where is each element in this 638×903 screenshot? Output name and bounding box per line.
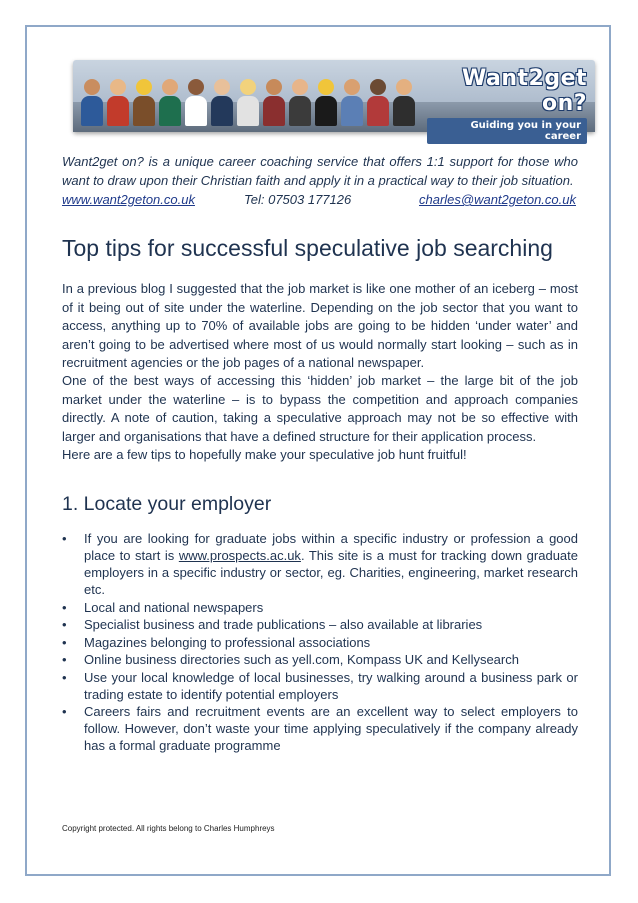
list-item [62, 634, 578, 651]
bullet-icon: • [62, 634, 67, 650]
person-illustration [367, 79, 389, 126]
brand-name: Want2get on? [462, 66, 587, 116]
header-banner [73, 60, 595, 142]
list-item [62, 651, 578, 668]
list-item-text: If you are looking for graduate jobs within a specific industry or profession a good place to start is [84, 531, 578, 563]
bullet-icon: • [62, 669, 67, 685]
person-illustration [315, 79, 337, 126]
bullet-icon: • [62, 531, 67, 546]
list-item [62, 669, 578, 703]
person-illustration [393, 79, 415, 126]
bullet-icon: • [62, 599, 67, 615]
brand-logo [427, 66, 587, 144]
person-illustration [211, 79, 233, 126]
prospects-link[interactable]: www.prospects.ac.uk [178, 548, 301, 563]
intro-text: Want2get on? is a unique career coaching service that offers 1:1 support for those who want to draw upon their Christian faith and apply it in a practical way to their job situation. [62, 154, 578, 188]
person-illustration [159, 79, 181, 126]
bullet-icon: • [62, 617, 67, 632]
list-item-text: Local and national newspapers [84, 599, 264, 615]
copyright-footer: Copyright protected. All rights belong to Charles Humphreys [62, 824, 275, 833]
list-item-text: Online business directories such as yell.com, Kompass UK and Kellysearch [84, 652, 519, 667]
list-item [62, 599, 578, 616]
person-illustration [341, 79, 363, 126]
contact-row [62, 190, 578, 209]
list-item-text: Magazines belonging to professional associations [84, 634, 371, 650]
website-link[interactable]: www.want2geton.co.uk [62, 192, 195, 207]
list-item-text: Use your local knowledge of local businesses, try walking around a business park or trading estate to identify potential employers [84, 669, 578, 702]
section-heading: 1. Locate your employer [62, 493, 272, 515]
brand-tagline: Guiding you in your career [427, 118, 587, 144]
list-item [62, 616, 578, 633]
list-item [62, 703, 578, 754]
tips-list [62, 530, 578, 755]
person-illustration [81, 79, 103, 126]
person-illustration [237, 79, 259, 126]
list-item-text: Careers fairs and recruitment events are an excellent way to select employers to follow. However, don’t waste your time applying speculatively if the company already has a formal graduate programme [84, 704, 578, 753]
article-paragraph: One of the best ways of accessing this ‘hidden’ job market – the large bit of the job market under the waterline – is to bypass the competition and approach companies directly. A note of caution, taking a speculative approach may not be so effective with larger and organisations that have a defined structure for their application process. [62, 373, 578, 444]
list-item-text: . This site is a must for tracking down graduate employers in a specific industry or sector, eg. Charities, engineering, market research etc. [84, 548, 578, 597]
article-title: Top tips for successful speculative job searching [62, 235, 553, 261]
person-illustration [133, 79, 155, 126]
list-item [62, 530, 578, 598]
bullet-icon: • [62, 652, 67, 667]
telephone-number: Tel: 07503 177126 [244, 192, 352, 207]
person-illustration [289, 79, 311, 126]
bullet-icon: • [62, 704, 67, 719]
person-illustration [185, 79, 207, 126]
person-illustration [263, 79, 285, 126]
article-paragraph: Here are a few tips to hopefully make your speculative job hunt fruitful! [62, 447, 467, 462]
article-paragraph: In a previous blog I suggested that the job market is like one mother of an iceberg – most of it being out of site under the waterline. Depending on the job sector that you want to access, anything up to 70% of available jobs are going to be hidden ‘under water’ and aren’t going to be advertised where most of us would normally start looking – such as in recruitment agencies or the job pages of a national newspaper. [62, 281, 578, 370]
email-link[interactable]: charles@want2geton.co.uk [418, 192, 576, 207]
person-illustration [107, 79, 129, 126]
list-item-text: Specialist business and trade publications – also available at libraries [84, 617, 483, 632]
